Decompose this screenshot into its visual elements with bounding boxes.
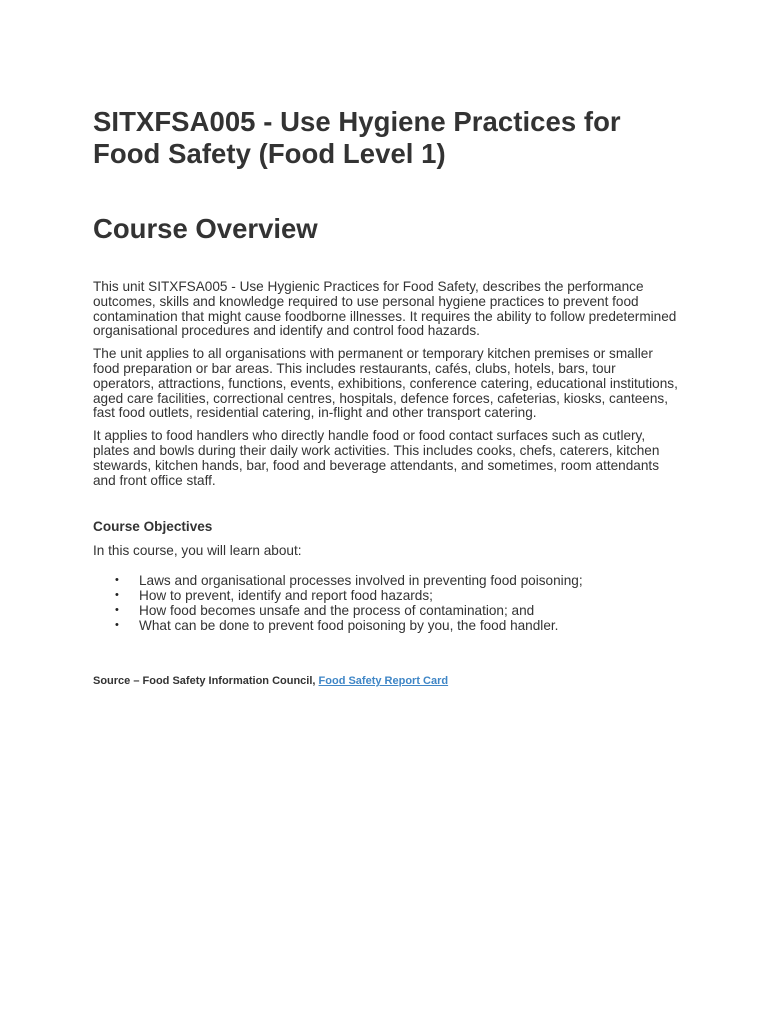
- list-item-text: Laws and organisational processes involved in preventing food poisoning;: [139, 573, 583, 589]
- list-item: [93, 588, 680, 603]
- source-prefix: Source – Food Safety Information Council,: [93, 675, 319, 688]
- bullet-icon: •: [115, 589, 119, 602]
- overview-paragraph-1: This unit SITXFSA005 - Use Hygienic Practices for Food Safety, describes the performance outcomes, skills and knowledge required to use personal hygiene practices to prevent food contamination that might cause foodborne illnesses. It requires the ability to follow predetermined organisational procedures and identify and control food hazards.: [93, 279, 677, 339]
- objectives-intro: In this course, you will learn about:: [93, 543, 302, 559]
- course-objectives-heading: Course Objectives: [93, 519, 213, 535]
- objectives-list: [93, 573, 680, 633]
- food-safety-report-card-link[interactable]: Food Safety Report Card: [318, 675, 449, 688]
- list-item-text: How to prevent, identify and report food hazards;: [139, 588, 433, 604]
- overview-paragraph-2: The unit applies to all organisations with permanent or temporary kitchen premises or smaller food preparation or bar areas. This includes restaurants, cafés, clubs, hotels, bars, tour operators, attractions, functions, events, exhibitions, conference catering, educational institutions, aged care facilities, correctional centres, hospitals, defence forces, cafeterias, kiosks, canteens, fast food outlets, residential catering, in-flight and other transport catering.: [93, 346, 678, 421]
- bullet-icon: •: [115, 604, 119, 617]
- list-item: [93, 618, 680, 633]
- list-item: [93, 573, 680, 588]
- course-overview-heading: Course Overview: [93, 213, 318, 244]
- page-title: SITXFSA005 - Use Hygiene Practices for Food Safety (Food Level 1): [93, 106, 621, 169]
- source-citation: [93, 674, 680, 688]
- bullet-icon: •: [115, 574, 119, 587]
- list-item: [93, 603, 680, 618]
- list-item-text: What can be done to prevent food poisoning by you, the food handler.: [139, 618, 559, 634]
- bullet-icon: •: [115, 619, 119, 632]
- list-item-text: How food becomes unsafe and the process of contamination; and: [139, 603, 535, 619]
- overview-paragraph-3: It applies to food handlers who directly handle food or food contact surfaces such as cutlery, plates and bowls during their daily work activities. This includes cooks, chefs, caterers, kitchen stewards, kitchen hands, bar, food and beverage attendants, and sometimes, room attendants and front office staff.: [93, 428, 660, 488]
